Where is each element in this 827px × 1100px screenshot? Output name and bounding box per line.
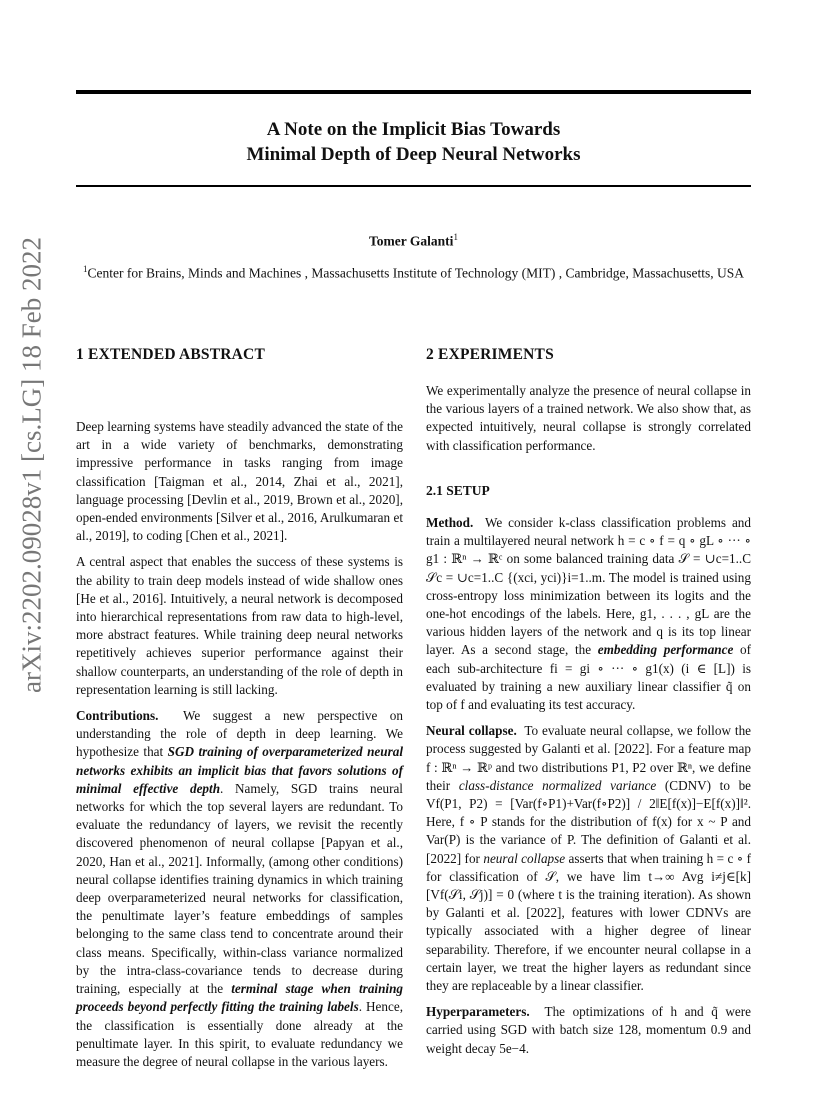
hyperparameters-text: The optimizations of h and q̃ were carried using SGD with batch size 128, momentum 0.9 and weight decay 5e−4.: [426, 1004, 751, 1056]
neural-collapse-text-a: To evaluate neural collapse, we follow the process suggested by Galanti et al. [2022]. For a feature map f : ℝⁿ → ℝᵖ and two distributions P1, P2 over ℝⁿ, we define their: [426, 723, 752, 793]
hyperparameters-paragraph: [426, 1003, 751, 1058]
affiliation-text: Center for Brains, Minds and Machines , Massachusetts Institute of Technology (MIT) , Cambridge, Massachusetts, USA: [87, 265, 744, 281]
author-name: Tomer Galanti: [369, 233, 454, 249]
contributions-heading: Contributions.: [76, 708, 159, 724]
hyperparameters-heading: Hyperparameters.: [426, 1004, 530, 1020]
neural-collapse-italic-1: class-distance normalized variance: [458, 777, 657, 793]
top-thick-rule: [76, 90, 751, 94]
title-bottom-rule: [76, 185, 751, 187]
paper-title-line-1: A Note on the Implicit Bias Towards: [266, 119, 561, 140]
method-text-b: L ∘ ··· ∘ g1 : ℝⁿ → ℝᶜ on some balanced training data 𝒮 = ∪c=1..C 𝒮c = ∪c=1..C {(xci, yci)}i=1..m. The model is trained using cross-entropy loss minimization between its logits and the one-hot encodings of the labels. Here, g1, . . . , gL are the various hidden layers of the network and q is its top linear layer. As a second stage, the: [426, 533, 751, 658]
contributions-emphasis-1: SGD training of overparameterized neural networks exhibits an implicit bias that favors solutions of minimal effective depth: [76, 744, 403, 796]
author-sup: 1: [453, 232, 458, 242]
method-paragraph: [426, 514, 751, 714]
affiliation-sup: 1: [83, 264, 88, 274]
neural-collapse-text-c: asserts that when training h = c ∘ f for classification of 𝒮, we have lim t→∞ Avg i≠j∈[k] [Vf(𝒮i, 𝒮j)] = 0 (where t is the training iteration). As shown by Galanti et al. [2022], features with lower CDNVs are typically associated with a higher degree of linear separability. Therefore, if we encounter neural collapse in a certain layer, we treat the higher layers as redundant since they are replaceable by a linear classifier.: [426, 850, 751, 994]
method-text-a: We consider k-class classification problems and train a multilayered neural network h = c ∘ f = q ∘ g: [426, 515, 751, 549]
paper-title-line-2: Minimal Depth of Deep Neural Networks: [246, 144, 581, 165]
right-column-setup: [426, 514, 751, 1066]
right-column-intro: [426, 382, 751, 463]
neural-collapse-italic-2: neural collapse: [483, 850, 566, 866]
section-1-heading: 1 EXTENDED ABSTRACT: [76, 346, 265, 363]
section-2-heading: 2 EXPERIMENTS: [426, 346, 554, 363]
left-paragraph-1: Deep learning systems have steadily advanced the state of the art in a wide variety of benchmarks, demonstrating impressive performance in tasks ranging from image classification [Taigman et al., 2014, Zhai et al., 2021], language processing [Devlin et al., 2019, Brown et al., 2020], open-ended environments [Silver et al., 2016, Arulkumaran et al., 2019], to coding [Chen et al., 2021].: [76, 419, 403, 544]
method-heading: Method.: [426, 515, 474, 530]
contributions-text-a: We suggest a new perspective on understanding the role of depth in deep learning. We hypothesize that: [76, 708, 403, 760]
left-column: [76, 418, 403, 1079]
author-line: [76, 232, 751, 250]
section-2-1-heading: 2.1 SETUP: [426, 483, 490, 498]
experiments-intro: We experimentally analyze the presence of neural collapse in the various layers of a trained network. We also show that, as expected intuitively, neural collapse is strongly correlated with classification performance.: [426, 383, 751, 453]
affiliation-line: [76, 264, 751, 282]
neural-collapse-text-b: (CDNV) to be Vf(P1, P2) = [Var(f∘P1)+Var(f∘P2)] / 2‖E[f(x)]−E[f(x)]‖². Here, f ∘ P stands for the distribution of f(x) for x ~ P and Var(P) is the variance of P. The definition of Galanti et al. [2022] for: [426, 777, 752, 866]
method-emphasis: embedding performance: [597, 642, 734, 658]
left-paragraph-2: A central aspect that enables the success of these systems is the ability to train deep models instead of wide shallow ones [He et al., 2016]. Intuitively, a neural network is decomposed into hierarchical representations from raw data to high-level, more abstract features. While training deep neural networks repetitively achieves superior performance against their shallow counterparts, an understanding of the role of depth in representation learning is still lacking.: [76, 554, 403, 697]
neural-collapse-heading: Neural collapse.: [426, 723, 517, 739]
contributions-text-c: . Hence, the classification is essentially done already at the penultimate layer. In this spirit, to evaluate redundancy we measure the degree of neural collapse in the various layers.: [76, 999, 403, 1069]
arxiv-stamp-text: arXiv:2202.09028v1 [cs.LG] 18 Feb 2022: [16, 237, 47, 693]
contributions-text-b: . Namely, SGD trains neural networks for which the top several layers are redundant. To evaluate the redundancy of layers, we revisit the recently discovered phenomenon of neural collapse [Papyan et al., 2020, Han et al., 2021]. Informally, (among other conditions) neural collapse identifies training dynamics in which training deep overparameterized neural networks for classification, the penultimate layer’s feature embeddings of samples belonging to the same class tend to concentrate around their class means. Specifically, within-class variance normalized by the intra-class-covariance tends to decrease during training, especially at the: [76, 780, 403, 997]
neural-collapse-paragraph: [426, 722, 751, 995]
contributions-paragraph: [76, 707, 403, 1071]
contributions-emphasis-2: terminal stage when training proceeds beyond perfectly fitting the training labels: [76, 981, 403, 1015]
method-text-c: of each sub-architecture fi = gi ∘ ··· ∘ g1(x) (i ∈ [L]) is evaluated by training a new auxiliary linear classifier q̃ on top of f and evaluating its test accuracy.: [426, 642, 751, 713]
